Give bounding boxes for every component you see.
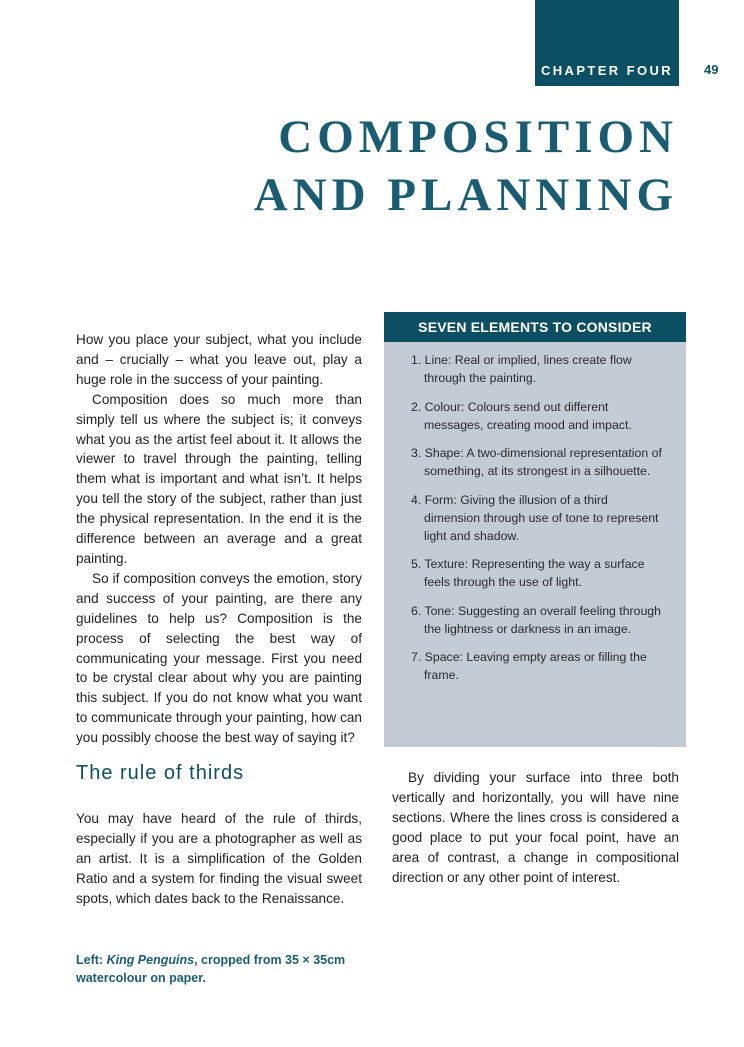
seven-elements-list	[384, 342, 686, 684]
seven-elements-heading: SEVEN ELEMENTS TO CONSIDER	[384, 312, 686, 342]
rule-of-thirds-right	[392, 768, 679, 887]
chapter-title-line-2: AND PLANNING	[253, 169, 678, 221]
chapter-tab	[535, 0, 679, 86]
intro-paragraph: Composition does so much more than simply tell us where the subject is; it conveys what you as the artist feel about it. It allows the viewer to travel through the painting, telling them what is important and what isn’t. It helps you tell the story of the subject, rather than just the physical representation. In the end it is the difference between an average and a great painting.	[76, 391, 362, 566]
image-caption	[76, 951, 376, 987]
list-item: 6. Tone: Suggesting an overall feeling through the lightness or darkness in an image.	[411, 603, 661, 636]
seven-elements-box	[384, 312, 686, 747]
list-item: 2. Colour: Colours send out different messages, creating mood and impact.	[411, 399, 632, 432]
caption-suffix: , cropped from 35 × 35cm watercolour on paper.	[76, 953, 346, 985]
list-item: 5. Texture: Representing the way a surface feels through the use of light.	[411, 557, 645, 589]
list-item: 4. Form: Giving the illusion of a third dimension through use of tone to represent light and shadow.	[411, 492, 659, 543]
chapter-title	[254, 108, 678, 224]
intro-text	[76, 330, 362, 748]
body-paragraph: You may have heard of the rule of thirds, especially if you are a photographer as well as an artist. It is a simplification of the Golden Ratio and a system for finding the visual sweet spots, which dates back to the Renaissance.	[76, 811, 362, 906]
body-paragraph: By dividing your surface into three both vertically and horizontally, you will have nine sections. Where the lines cross is considered a good place to put your focal point, have an area of contrast, a change in compositional direction or any other point of interest.	[392, 770, 679, 885]
rule-of-thirds-left	[76, 809, 362, 909]
caption-prefix: Left:	[76, 953, 107, 967]
list-item: 7. Space: Leaving empty areas or filling the frame.	[411, 650, 647, 682]
intro-paragraph: How you place your subject, what you include and – crucially – what you leave out, play a huge role in the success of your painting.	[76, 332, 362, 387]
page-number: 49	[704, 62, 719, 77]
chapter-label: CHAPTER FOUR	[540, 63, 674, 78]
list-item: 1. Line: Real or implied, lines create flow through the painting.	[411, 353, 632, 385]
chapter-title-line-1: COMPOSITION	[278, 111, 678, 163]
list-item: 3. Shape: A two-dimensional representation of something, at its strongest in a silhouette.	[411, 446, 662, 478]
caption-artwork-title: King Penguins	[106, 953, 195, 967]
intro-paragraph: So if composition conveys the emotion, story and success of your painting, are there any guidelines to help us? Composition is the process of selecting the best way of communicating your message. First you need to be crystal clear about why you are painting this subject. If you do not know what you want to communicate through your painting, how can you possibly choose the best way of saying it?	[76, 570, 362, 746]
section-heading: The rule of thirds	[76, 762, 245, 784]
